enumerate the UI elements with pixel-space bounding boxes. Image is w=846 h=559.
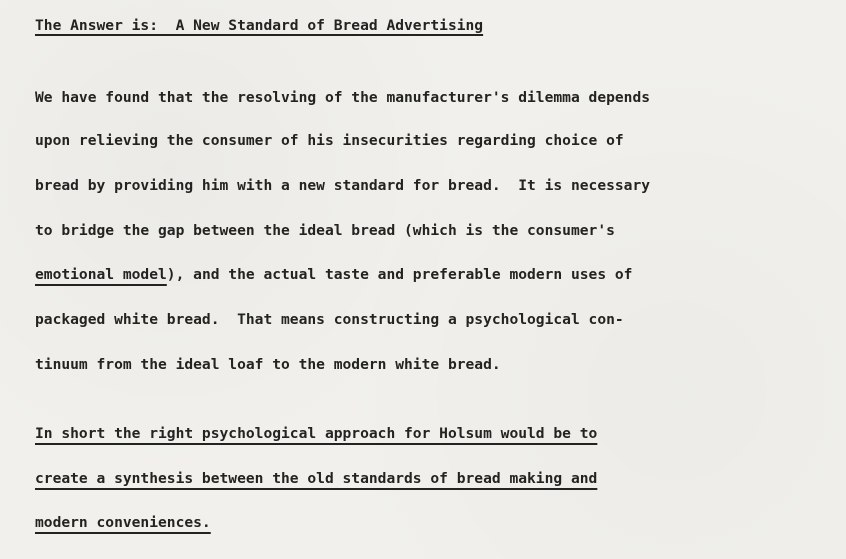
section-heading: The Answer is: A New Standard of Bread Advertising: [35, 17, 484, 34]
paragraph-1-line-3: bread by providing him with a new standard for bread. It is necessary: [35, 177, 651, 194]
paragraph-1-line-6: packaged white bread. That means constructing a psychological con-: [35, 311, 624, 328]
paragraph-1-line-7: tinuum from the ideal loaf to the modern white bread.: [35, 356, 501, 373]
paragraph-1-line-5: [35, 266, 632, 284]
paragraph-2-line-2: create a synthesis between the old standards of bread making and: [35, 470, 598, 487]
paragraph-1-line-1: We have found that the resolving of the manufacturer's dilemma depends: [35, 89, 651, 106]
emphasized-phrase: emotional model: [35, 266, 167, 283]
paragraph-1-line-4: to bridge the gap between the ideal bread (which is the consumer's: [35, 222, 615, 239]
paragraph-1-line-5-rest: ), and the actual taste and preferable modern uses of: [166, 266, 633, 283]
paragraph-2-line-3: modern conveniences.: [35, 514, 211, 531]
paragraph-2-line-1: In short the right psychological approach for Holsum would be to: [35, 425, 598, 442]
paragraph-1-line-2: upon relieving the consumer of his insecurities regarding choice of: [35, 132, 624, 149]
